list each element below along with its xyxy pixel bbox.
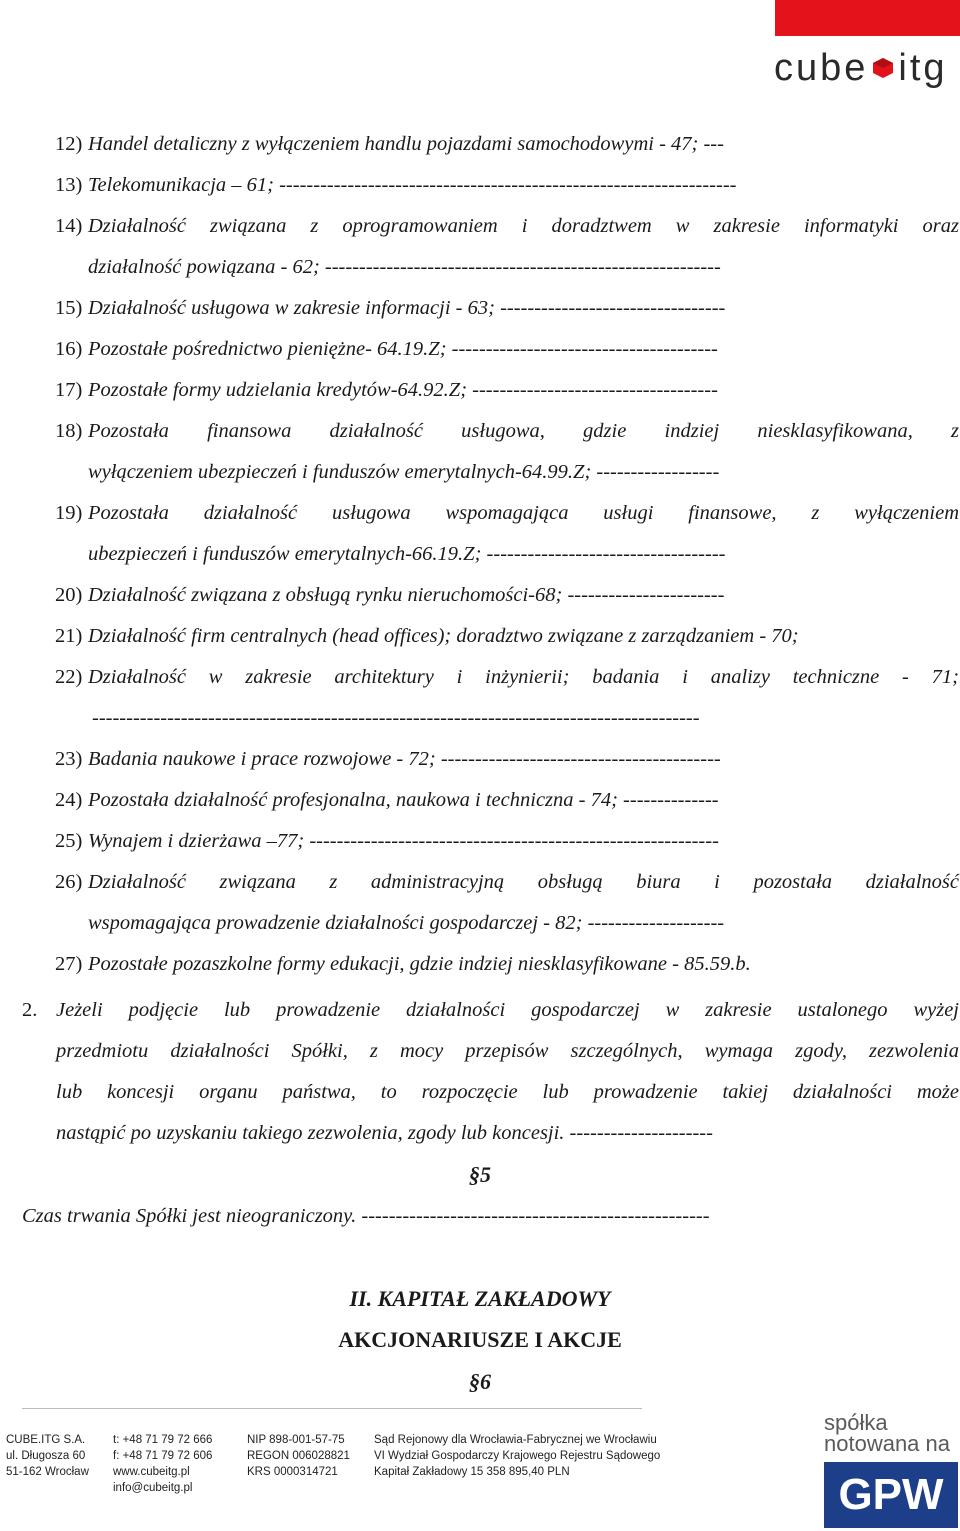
item-text: Pozostałe formy udzielania kredytów-64.92.Z; ------------------------------------ xyxy=(88,379,718,401)
cube-icon xyxy=(872,57,894,79)
item-text: Pozostała działalność usługowa wspomagająca usługi finansowe, z wyłączeniem xyxy=(88,502,959,524)
footer-contact xyxy=(113,1432,212,1496)
footer-text: Kapitał Zakładowy 15 358 895,40 PLN xyxy=(374,1466,570,1478)
section-mark-6: §6 xyxy=(469,1369,491,1394)
item-number: 13) xyxy=(55,174,83,196)
paragraph-line: lub koncesji organu państwa, to rozpoczęcie lub prowadzenie takiej działalności może xyxy=(56,1081,959,1103)
paragraph-line: nastąpić po uzyskaniu takiego zezwolenia, zgody lub koncesji. --------------------- xyxy=(56,1122,713,1144)
footer-text: VI Wydział Gospodarczy Krajowego Rejestru Sądowego xyxy=(374,1450,661,1462)
item-text: Badania naukowe i prace rozwojowe - 72; ----------------------------------------- xyxy=(88,748,721,770)
footer-text: REGON 006028821 xyxy=(247,1450,350,1462)
item-number: 18) xyxy=(55,420,83,442)
item-number: 14) xyxy=(55,215,83,237)
item-text: Handel detaliczny z wyłączeniem handlu pojazdami samochodowymi - 47; --- xyxy=(88,133,724,155)
footer-website-link[interactable]: www.cubeitg.pl xyxy=(113,1466,190,1478)
footer-text: Sąd Rejonowy dla Wrocławia-Fabrycznej we Wrocławiu xyxy=(374,1434,657,1446)
item-text: Pozostałe pozaszkolne formy edukacji, gdzie indziej niesklasyfikowane - 85.59.b. xyxy=(88,953,751,975)
footer-registry xyxy=(247,1432,350,1480)
footer-fax: f: +48 71 79 72 606 xyxy=(113,1450,213,1462)
chapter-subtitle: AKCJONARIUSZE I AKCJE xyxy=(338,1327,622,1352)
item-text: Działalność usługowa w zakresie informacji - 63; --------------------------------- xyxy=(88,297,726,319)
item-text: Pozostałe pośrednictwo pieniężne- 64.19.Z; --------------------------------------- xyxy=(88,338,718,360)
item-number: 16) xyxy=(55,338,83,360)
item-number: 25) xyxy=(55,830,83,852)
item-number: 21) xyxy=(55,625,83,647)
company-logo xyxy=(774,46,948,90)
item-number: 15) xyxy=(55,297,83,319)
item-number: 26) xyxy=(55,871,83,893)
chapter-title: II. KAPITAŁ ZAKŁADOWY xyxy=(349,1286,611,1311)
item-number: 22) xyxy=(55,666,83,688)
item-text-continuation: wspomagająca prowadzenie działalności gospodarczej - 82; -------------------- xyxy=(88,912,725,934)
item-number: 23) xyxy=(55,748,83,770)
item-number: 17) xyxy=(55,379,83,401)
footer xyxy=(0,1408,960,1531)
item-text: Działalność związana z oprogramowaniem i doradztwem w zakresie informatyki oraz xyxy=(88,215,959,237)
logo-text-right: itg xyxy=(898,46,948,89)
footer-text: NIP 898-001-57-75 xyxy=(247,1434,345,1446)
footer-company xyxy=(6,1432,89,1480)
item-text: Pozostała finansowa działalność usługowa, gdzie indziej niesklasyfikowana, z xyxy=(88,420,959,442)
item-text: Pozostała działalność profesjonalna, naukowa i techniczna - 74; -------------- xyxy=(88,789,719,811)
header-red-bar xyxy=(775,0,960,36)
item-text: Działalność związana z administracyjną obsługą biura i pozostała działalność xyxy=(88,871,959,893)
item-text-continuation: ubezpieczeń i funduszów emerytalnych-66.19.Z; ----------------------------------- xyxy=(88,543,726,565)
footer-text: CUBE.ITG S.A. xyxy=(6,1434,86,1446)
footer-email-link[interactable]: info@cubeitg.pl xyxy=(113,1482,193,1494)
item-text: Działalność związana z obsługą rynku nieruchomości-68; ----------------------- xyxy=(88,584,725,606)
footer-court xyxy=(374,1432,660,1480)
item-number: 24) xyxy=(55,789,83,811)
footer-text: 51-162 Wrocław xyxy=(6,1466,89,1478)
item-text: Wynajem i dzierżawa –77; ------------------------------------------------------------ xyxy=(88,830,719,852)
item-text-continuation: ----------------------------------------------------------------------------------------- xyxy=(92,707,700,729)
gpw-logo: GPW xyxy=(824,1462,958,1528)
gpw-caption-line: notowana na xyxy=(824,1431,950,1456)
logo-text-left: cube xyxy=(774,46,869,89)
paragraph-number: 2. xyxy=(22,999,38,1021)
gpw-badge xyxy=(822,1410,960,1531)
section-5-text: Czas trwania Spółki jest nieograniczony. --------------------------------------------------- xyxy=(22,1205,710,1227)
item-text-continuation: działalność powiązana - 62; ---------------------------------------------------------- xyxy=(88,256,721,278)
item-number: 12) xyxy=(55,133,83,155)
item-number: 19) xyxy=(55,502,83,524)
section-mark-5: §5 xyxy=(469,1162,491,1187)
paragraph-line: Jeżeli podjęcie lub prowadzenie działalności gospodarczej w zakresie ustalonego wyżej xyxy=(56,999,959,1021)
footer-text: KRS 0000314721 xyxy=(247,1466,338,1478)
gpw-caption xyxy=(824,1412,950,1454)
footer-phone: t: +48 71 79 72 666 xyxy=(113,1434,213,1446)
footer-text: ul. Długosza 60 xyxy=(6,1450,86,1462)
footer-divider xyxy=(22,1408,642,1409)
item-text: Telekomunikacja – 61; ------------------------------------------------------------------- xyxy=(88,174,737,196)
item-number: 27) xyxy=(55,953,83,975)
item-number: 20) xyxy=(55,584,83,606)
item-text: Działalność firm centralnych (head offices); doradztwo związane z zarządzaniem - 70; xyxy=(88,625,799,647)
gpw-caption-line: spółka xyxy=(824,1410,888,1435)
item-text: Działalność w zakresie architektury i inżynierii; badania i analizy techniczne - 71; xyxy=(88,666,959,688)
paragraph-line: przedmiotu działalności Spółki, z mocy przepisów szczególnych, wymaga zgody, zezwolenia xyxy=(56,1040,959,1062)
item-text-continuation: wyłączeniem ubezpieczeń i funduszów emerytalnych-64.99.Z; ------------------ xyxy=(88,461,720,483)
